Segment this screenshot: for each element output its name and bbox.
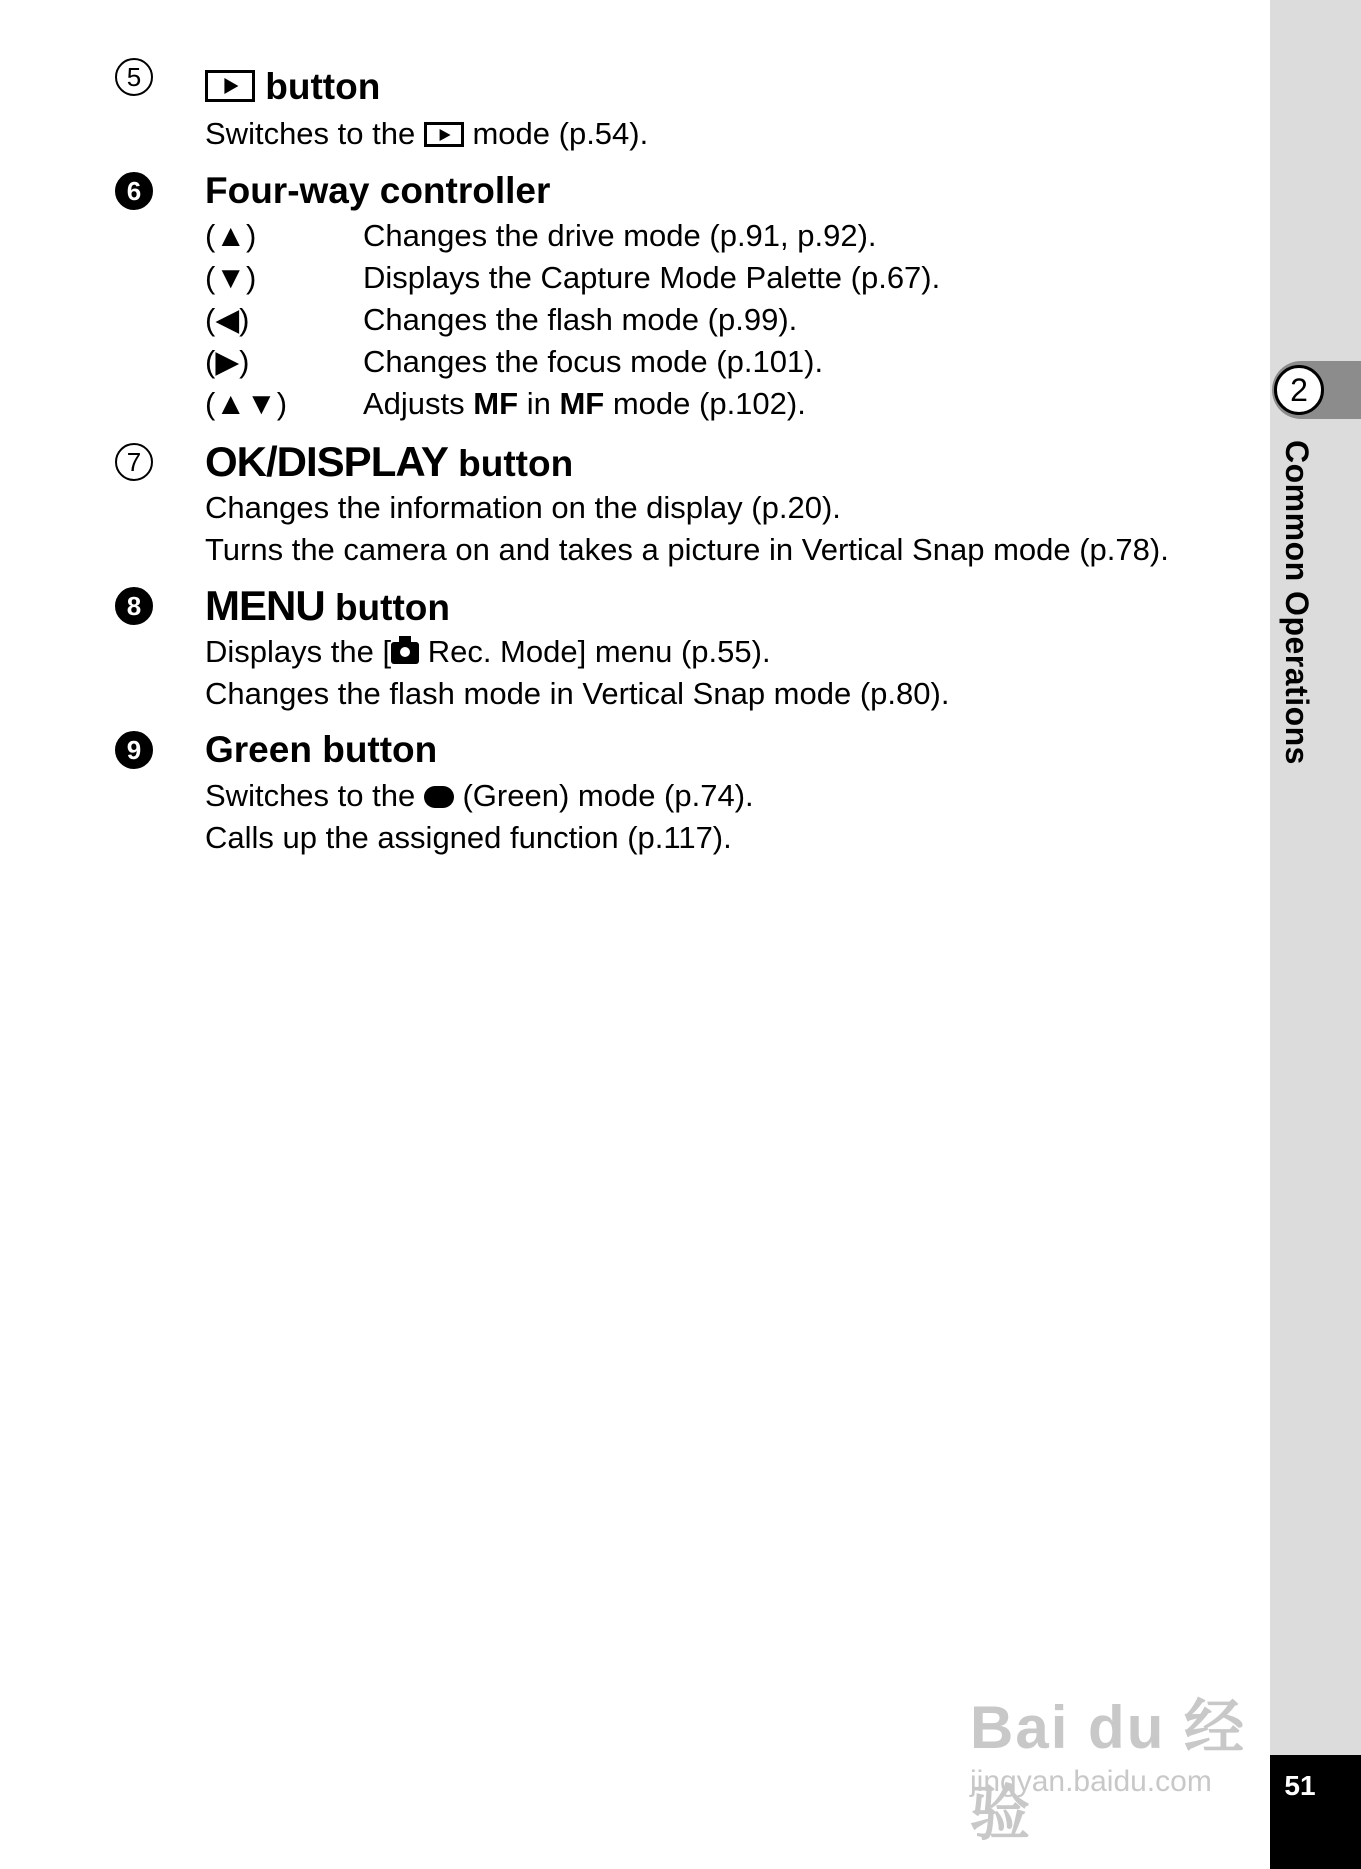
camera-icon [391, 642, 419, 664]
playback-icon [205, 70, 255, 102]
heading-big-text: MENU [205, 582, 325, 629]
mf-label: MF [559, 386, 605, 421]
key-up-down: (▲▼) [205, 386, 288, 421]
desc-right: Changes the focus mode (p.101). [363, 344, 824, 379]
green-button-heading: Green button [205, 729, 438, 770]
line-text: Rec. Mode] menu (p.55). [427, 634, 771, 669]
desc-text: mode (p.102). [612, 386, 806, 421]
desc-left: Changes the flash mode (p.99). [363, 302, 798, 337]
green-mode-icon [424, 786, 454, 808]
desc-up: Changes the drive mode (p.91, p.92). [363, 218, 877, 253]
watermark-logo: Bai du 经验 [970, 1694, 1247, 1847]
desc-up-down [363, 386, 806, 422]
heading-big-text: OK/DISPLAY [205, 438, 448, 485]
chapter-number: 2 [1274, 365, 1324, 415]
heading-text: button [458, 443, 574, 484]
key-left: (◀) [205, 302, 250, 337]
line-text: Switches to the [205, 116, 416, 151]
item-marker-8: 8 [115, 587, 153, 625]
line-text: (Green) mode (p.74). [462, 778, 754, 813]
heading-text: button [334, 587, 450, 628]
heading-text: button [265, 66, 381, 107]
line-text: Displays the [ [205, 634, 392, 669]
item-5-line-1 [205, 116, 648, 152]
playback-button-heading [205, 66, 380, 108]
key-right: (▶) [205, 344, 250, 379]
item-8-line-1 [205, 634, 771, 670]
line-text: Switches to the [205, 778, 416, 813]
item-7-line-2: Turns the camera on and takes a picture in Vertical Snap mode (p.78). [205, 532, 1169, 567]
chapter-sidebar [1270, 0, 1361, 1869]
four-way-controller-heading: Four-way controller [205, 170, 551, 211]
mf-label: MF [473, 386, 519, 421]
key-up: (▲) [205, 218, 257, 253]
item-marker-9: 9 [115, 731, 153, 769]
watermark-url: jingyan.baidu.com [970, 1765, 1212, 1798]
playback-icon [424, 122, 464, 147]
menu-button-heading [205, 582, 450, 630]
item-8-line-2: Changes the flash mode in Vertical Snap mode (p.80). [205, 676, 950, 711]
item-marker-6: 6 [115, 172, 153, 210]
chapter-title [1270, 440, 1360, 800]
line-text: mode (p.54). [472, 116, 649, 151]
desc-down: Displays the Capture Mode Palette (p.67). [363, 260, 941, 295]
page-number: 51 [1284, 1770, 1316, 1801]
item-marker-7: 7 [115, 443, 153, 481]
item-marker-5: 5 [115, 58, 153, 96]
item-9-line-1 [205, 778, 754, 814]
desc-text: in [526, 386, 551, 421]
chapter-title-text: Common Operations [1279, 440, 1315, 765]
baidu-watermark [970, 1680, 1270, 1847]
desc-text: Adjusts [363, 386, 465, 421]
item-9-line-2: Calls up the assigned function (p.117). [205, 820, 732, 855]
item-7-line-1: Changes the information on the display (p.20). [205, 490, 841, 525]
ok-display-button-heading [205, 438, 573, 486]
key-down: (▼) [205, 260, 257, 295]
